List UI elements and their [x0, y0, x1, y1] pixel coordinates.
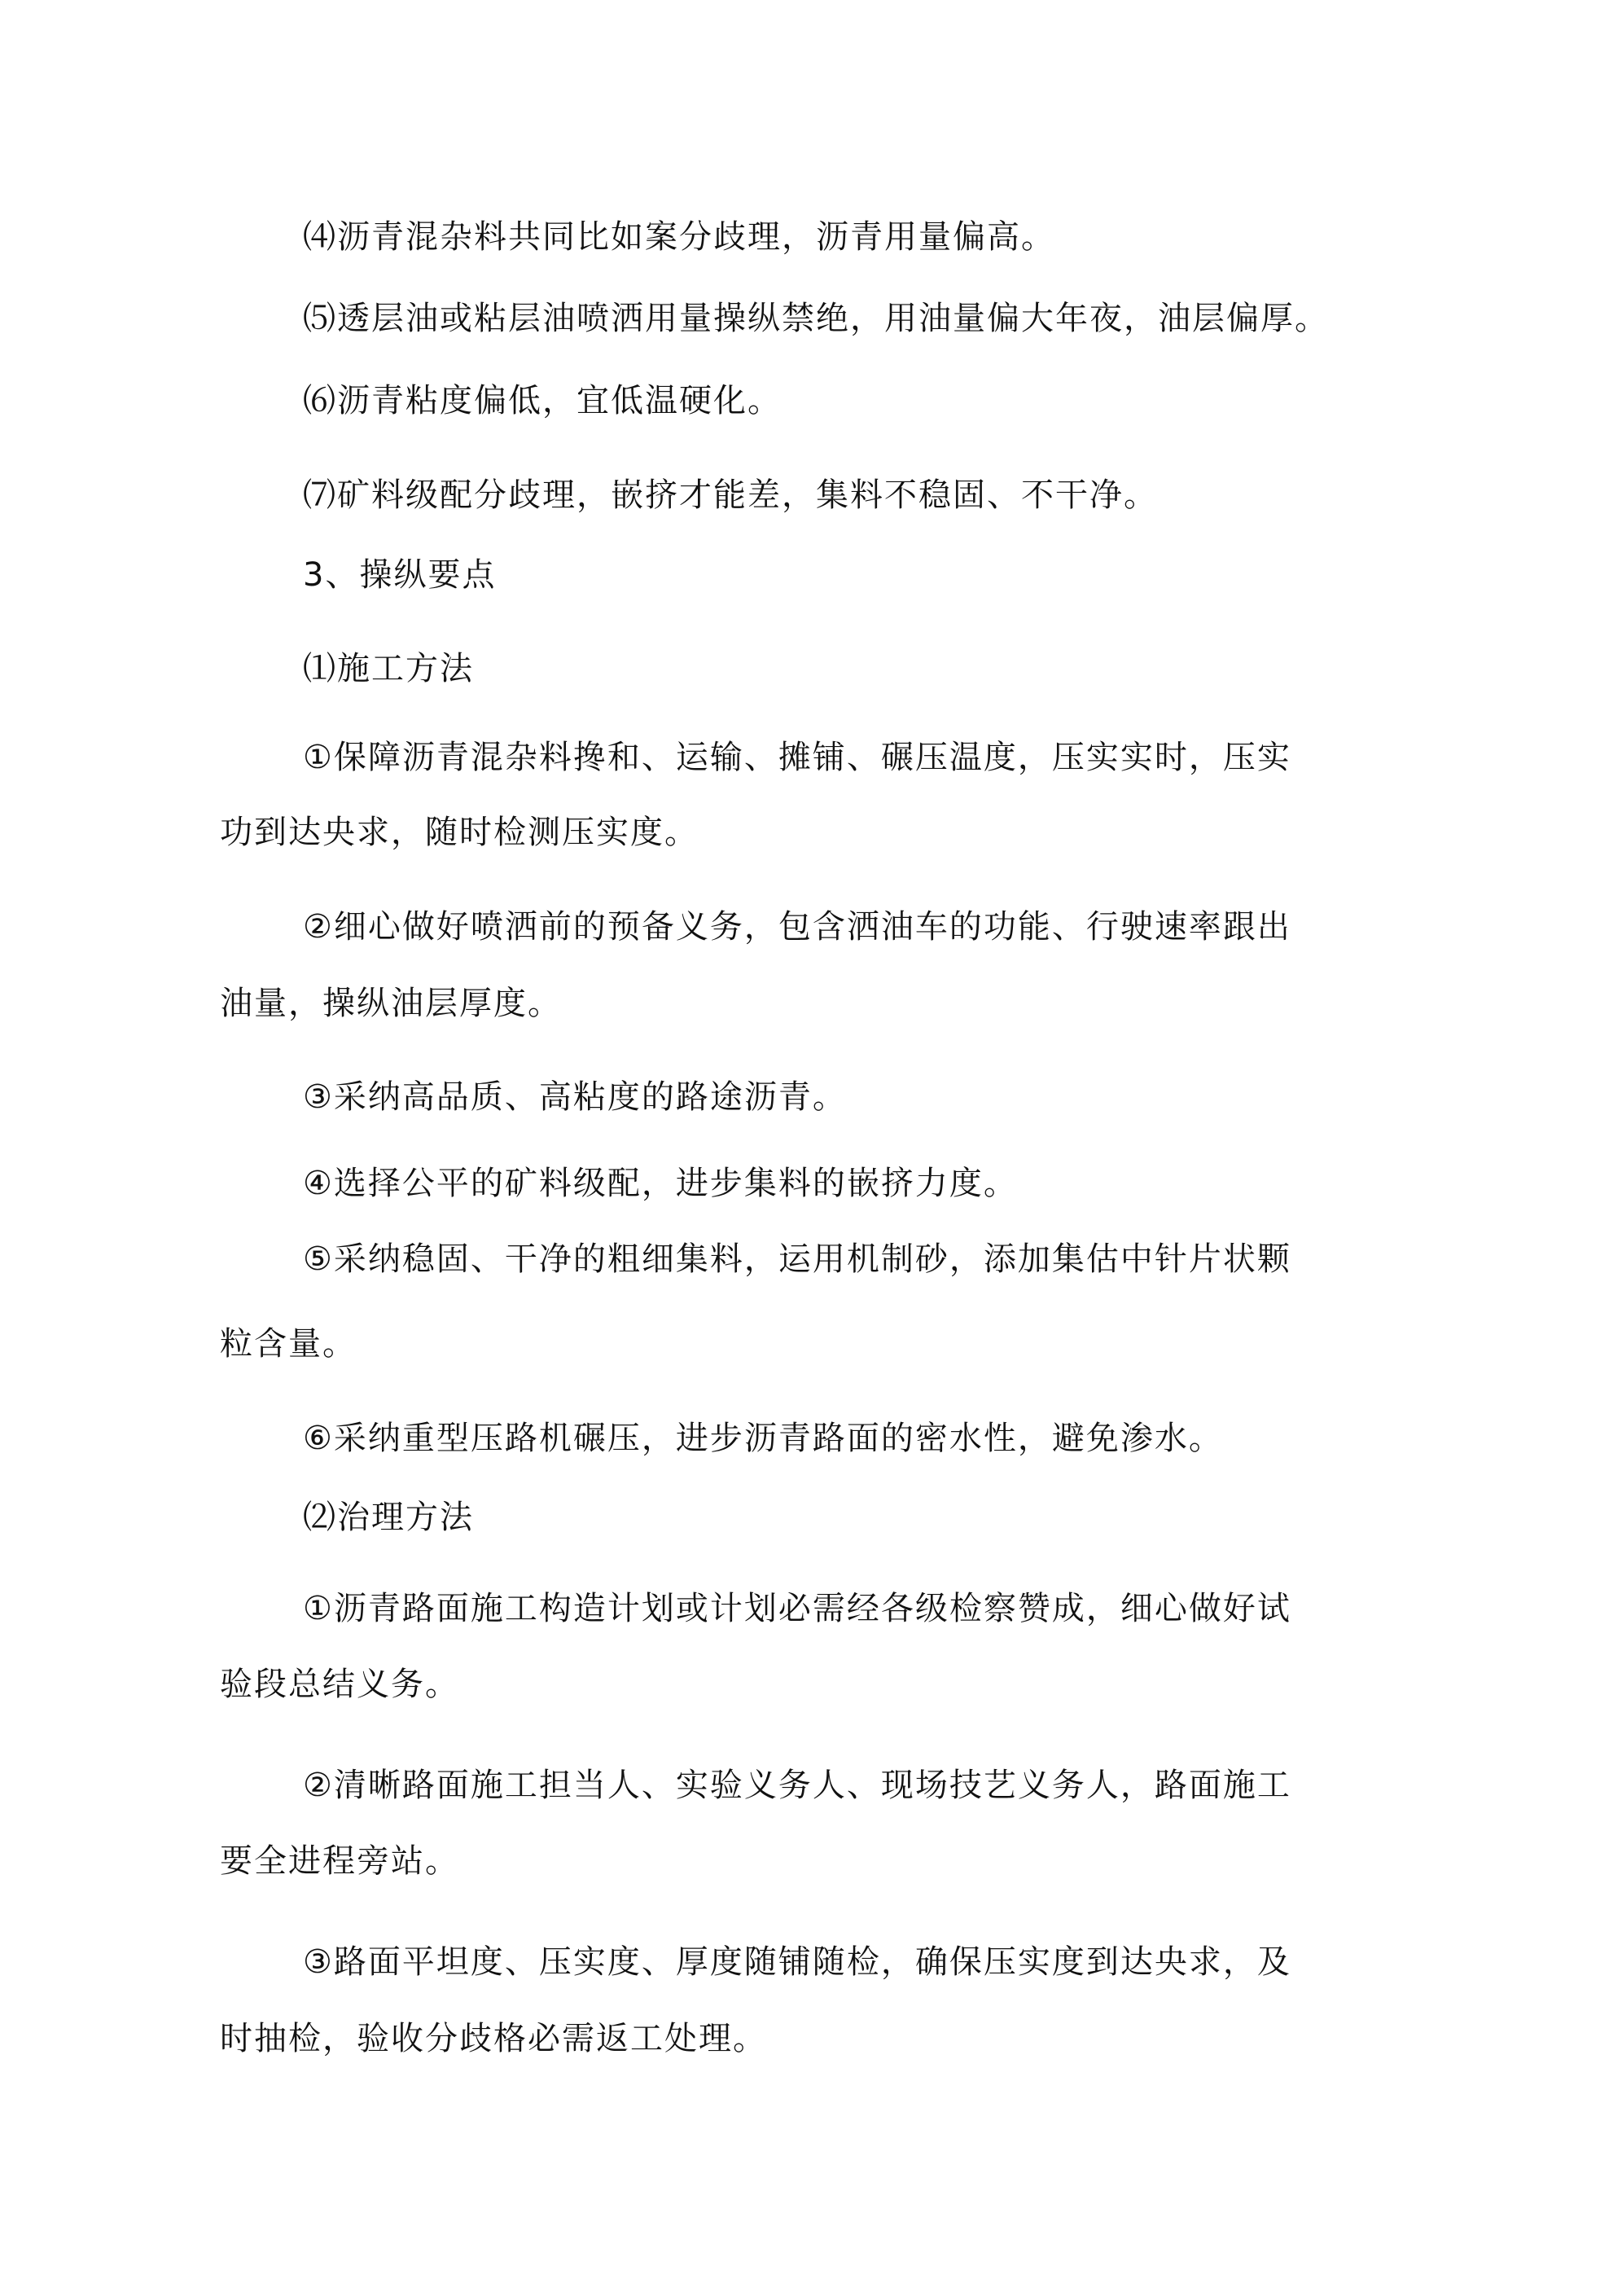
subsection-heading-construction-methods: ⑴施工方法 [303, 650, 474, 687]
construction-item-2: ②细心做好喷洒前的预备义务，包含洒油车的功能、行驶速率跟出 [303, 908, 1291, 946]
construction-item-1: ①保障沥青混杂料搀和、运输、摊铺、碾压温度，压实实时，压实 [303, 739, 1291, 776]
construction-item-6: ⑥采纳重型压路机碾压，进步沥青路面的密水性，避免渗水。 [303, 1420, 1223, 1457]
management-item-3: ③路面平坦度、压实度、厚度随铺随检，确保压实度到达央求，及 [303, 1943, 1291, 1981]
section-heading-control-points: 3、操纵要点 [303, 556, 497, 594]
cause-item-5: ⑸透层油或粘层油喷洒用量操纵禁绝，用油量偏大年夜，油层偏厚。 [303, 300, 1329, 337]
management-item-3-continued: 时抽检，验收分歧格必需返工处理。 [220, 2020, 767, 2057]
construction-item-2-continued: 油量，操纵油层厚度。 [220, 985, 562, 1022]
management-item-2: ②清晰路面施工担当人、实验义务人、现场技艺义务人，路面施工 [303, 1767, 1291, 1804]
subsection-heading-management-methods: ⑵治理方法 [303, 1499, 474, 1536]
construction-item-5-continued: 粒含量。 [220, 1325, 357, 1363]
construction-item-4: ④选择公平的矿料级配，进步集料的嵌挤力度。 [303, 1165, 1018, 1202]
construction-item-3: ③采纳高品质、高粘度的路途沥青。 [303, 1078, 847, 1116]
management-item-1-continued: 验段总结义务。 [220, 1666, 459, 1703]
construction-item-5: ⑤采纳稳固、干净的粗细集料，运用机制砂，添加集估中针片状颗 [303, 1240, 1291, 1278]
construction-item-1-continued: 功到达央求，随时检测压实度。 [220, 814, 699, 851]
management-item-2-continued: 要全进程旁站。 [220, 1842, 459, 1880]
cause-item-7: ⑺矿料级配分歧理，嵌挤才能差，集料不稳固、不干净。 [303, 476, 1158, 514]
cause-item-4: ⑷沥青混杂料共同比如案分歧理，沥青用量偏高。 [303, 218, 1055, 256]
management-item-1: ①沥青路面施工构造计划或计划必需经各级检察赞成，细心做好试 [303, 1590, 1291, 1627]
cause-item-6: ⑹沥青粘度偏低，宜低温硬化。 [303, 382, 782, 419]
